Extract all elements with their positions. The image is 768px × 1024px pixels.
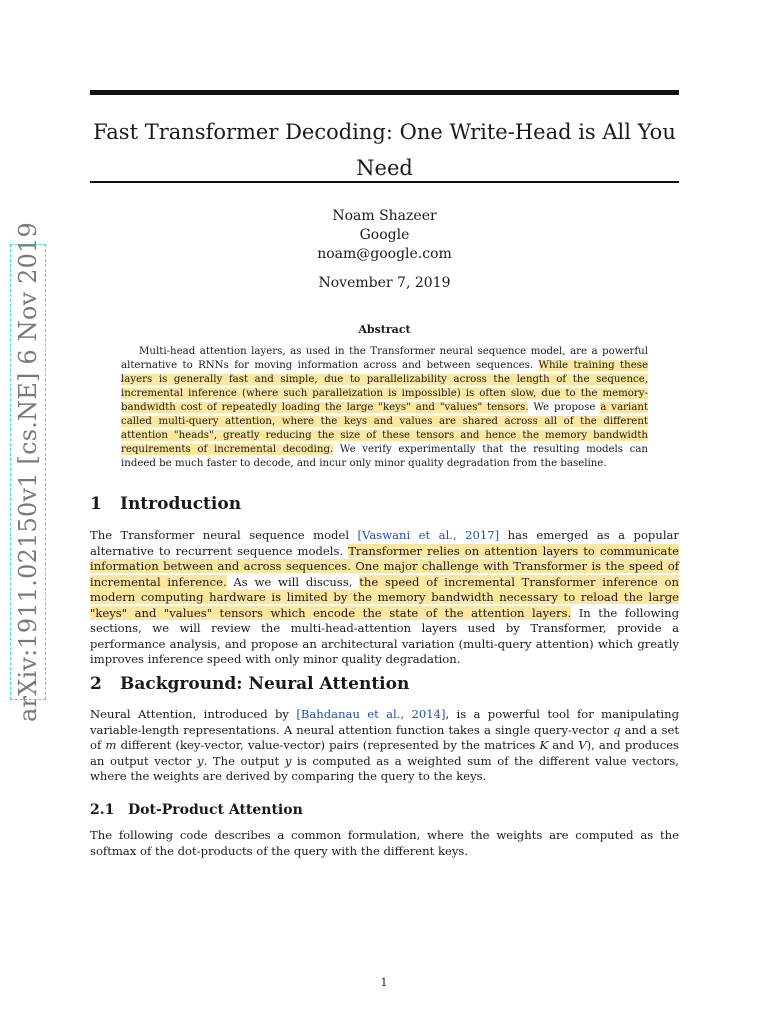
- abstract-highlight: While training these layers is generally fast and simple, due to parallelizability across the length of the sequence, incremental inference (where such paralleization is impossible) is often slow, due to the memory-bandwidth cost of repeatedly loading the large "keys" and "values" tensors.: [121, 360, 648, 413]
- dot-product-paragraph: The following code describes a common formulation, where the weights are computed as the softmax of the dot-products of the query with the different keys.: [90, 828, 679, 858]
- abstract-heading: Abstract: [358, 323, 411, 336]
- citation-link[interactable]: [Vaswani et al., 2017]: [357, 528, 500, 542]
- intro-highlight: the speed of incremental Transformer inference on modern computing hardware is limited by the memory bandwidth necessary to reload the large "keys" and "values" tensors which encode the state of the attention layers.: [90, 574, 679, 620]
- paragraph-text: , is a powerful tool for manipulating variable-length representations. A neural attention function takes a single query-vector: [90, 707, 680, 737]
- abstract-text-part: Multi-head attention layers, as used in the Transformer neural sequence model, are a powerful alternative to RNNs for moving information across and between sequences.: [121, 346, 648, 371]
- page-number: 1: [380, 976, 388, 989]
- paragraph-text: As we will discuss,: [226, 574, 360, 589]
- subsection-number: 2.1: [90, 802, 115, 818]
- subsection-heading-dot-product: [90, 802, 303, 818]
- paragraph-text: The Transformer neural sequence model: [90, 528, 358, 542]
- paragraph-text: and a set of: [90, 722, 679, 752]
- math-symbol: m: [105, 738, 117, 752]
- author-name: Noam Shazeer: [332, 208, 437, 224]
- math-symbol: y: [197, 753, 204, 768]
- citation-link[interactable]: [Bahdanau et al., 2014]: [296, 707, 446, 721]
- section-title: Background: Neural Attention: [120, 674, 410, 694]
- abstract-text: [121, 345, 648, 471]
- section-title: Introduction: [120, 494, 242, 514]
- paragraph-text: In the following sections, we will review the multi-head-attention layers used by Transformer, provide a performance analysis, and propose an architectural variation (multi-query attention) which greatly improves inference speed with only minor quality degradation.: [90, 605, 680, 666]
- paper-title: Fast Transformer Decoding: One Write-Head is All You Need: [93, 120, 676, 180]
- paragraph-text: and: [548, 738, 579, 752]
- title-bottom-rule: [90, 181, 679, 183]
- math-symbol: q: [613, 722, 621, 737]
- background-paragraph: [90, 707, 679, 785]
- paper-date: November 7, 2019: [318, 275, 451, 291]
- section-heading-introduction: [90, 494, 241, 514]
- intro-highlight: Transformer relies on attention layers to communicate information between and across sequences. One major challenge with Transformer is the speed of incremental inference.: [90, 543, 679, 589]
- abstract-highlight: a variant called multi-query attention, where the keys and values are shared across all of the different attention "heads", greatly reducing the size of these tensors and hence the memory bandwidth requirements of incremental decoding.: [121, 402, 648, 455]
- section-number: 2: [90, 674, 102, 694]
- paragraph-text: Neural Attention, introduced by: [90, 707, 297, 721]
- math-symbol: y: [284, 753, 292, 768]
- paragraph-text: is computed as a weighted sum of the different value vectors, where the weights are derived by comparing the query to the keys.: [90, 753, 679, 783]
- arxiv-stamp[interactable]: arXiv:1911.02150v1 [cs.NE] 6 Nov 2019: [14, 222, 42, 722]
- author-block: [90, 207, 679, 264]
- paragraph-text: ), and produces an output vector: [90, 738, 680, 768]
- title-top-rule: [90, 90, 679, 95]
- math-symbol: V: [578, 738, 587, 752]
- subsection-title: Dot-Product Attention: [128, 802, 303, 818]
- paragraph-text: . The output: [203, 753, 285, 768]
- section-heading-background: [90, 674, 409, 694]
- abstract-text-part: We propose: [528, 402, 601, 413]
- author-email[interactable]: noam@google.com: [317, 246, 452, 262]
- abstract-text-part: We verify experimentally that the resulting models can indeed be much faster to decode, and incur only minor quality degradation from the baseline.: [121, 444, 648, 469]
- math-symbol: K: [539, 738, 549, 752]
- paragraph-text: has emerged as a popular alternative to recurrent sequence models.: [90, 528, 679, 558]
- introduction-paragraph: [90, 528, 679, 668]
- author-affiliation: Google: [359, 227, 410, 243]
- section-number: 1: [90, 494, 102, 514]
- paragraph-text: different (key-vector, value-vector) pairs (represented by the matrices: [116, 738, 540, 752]
